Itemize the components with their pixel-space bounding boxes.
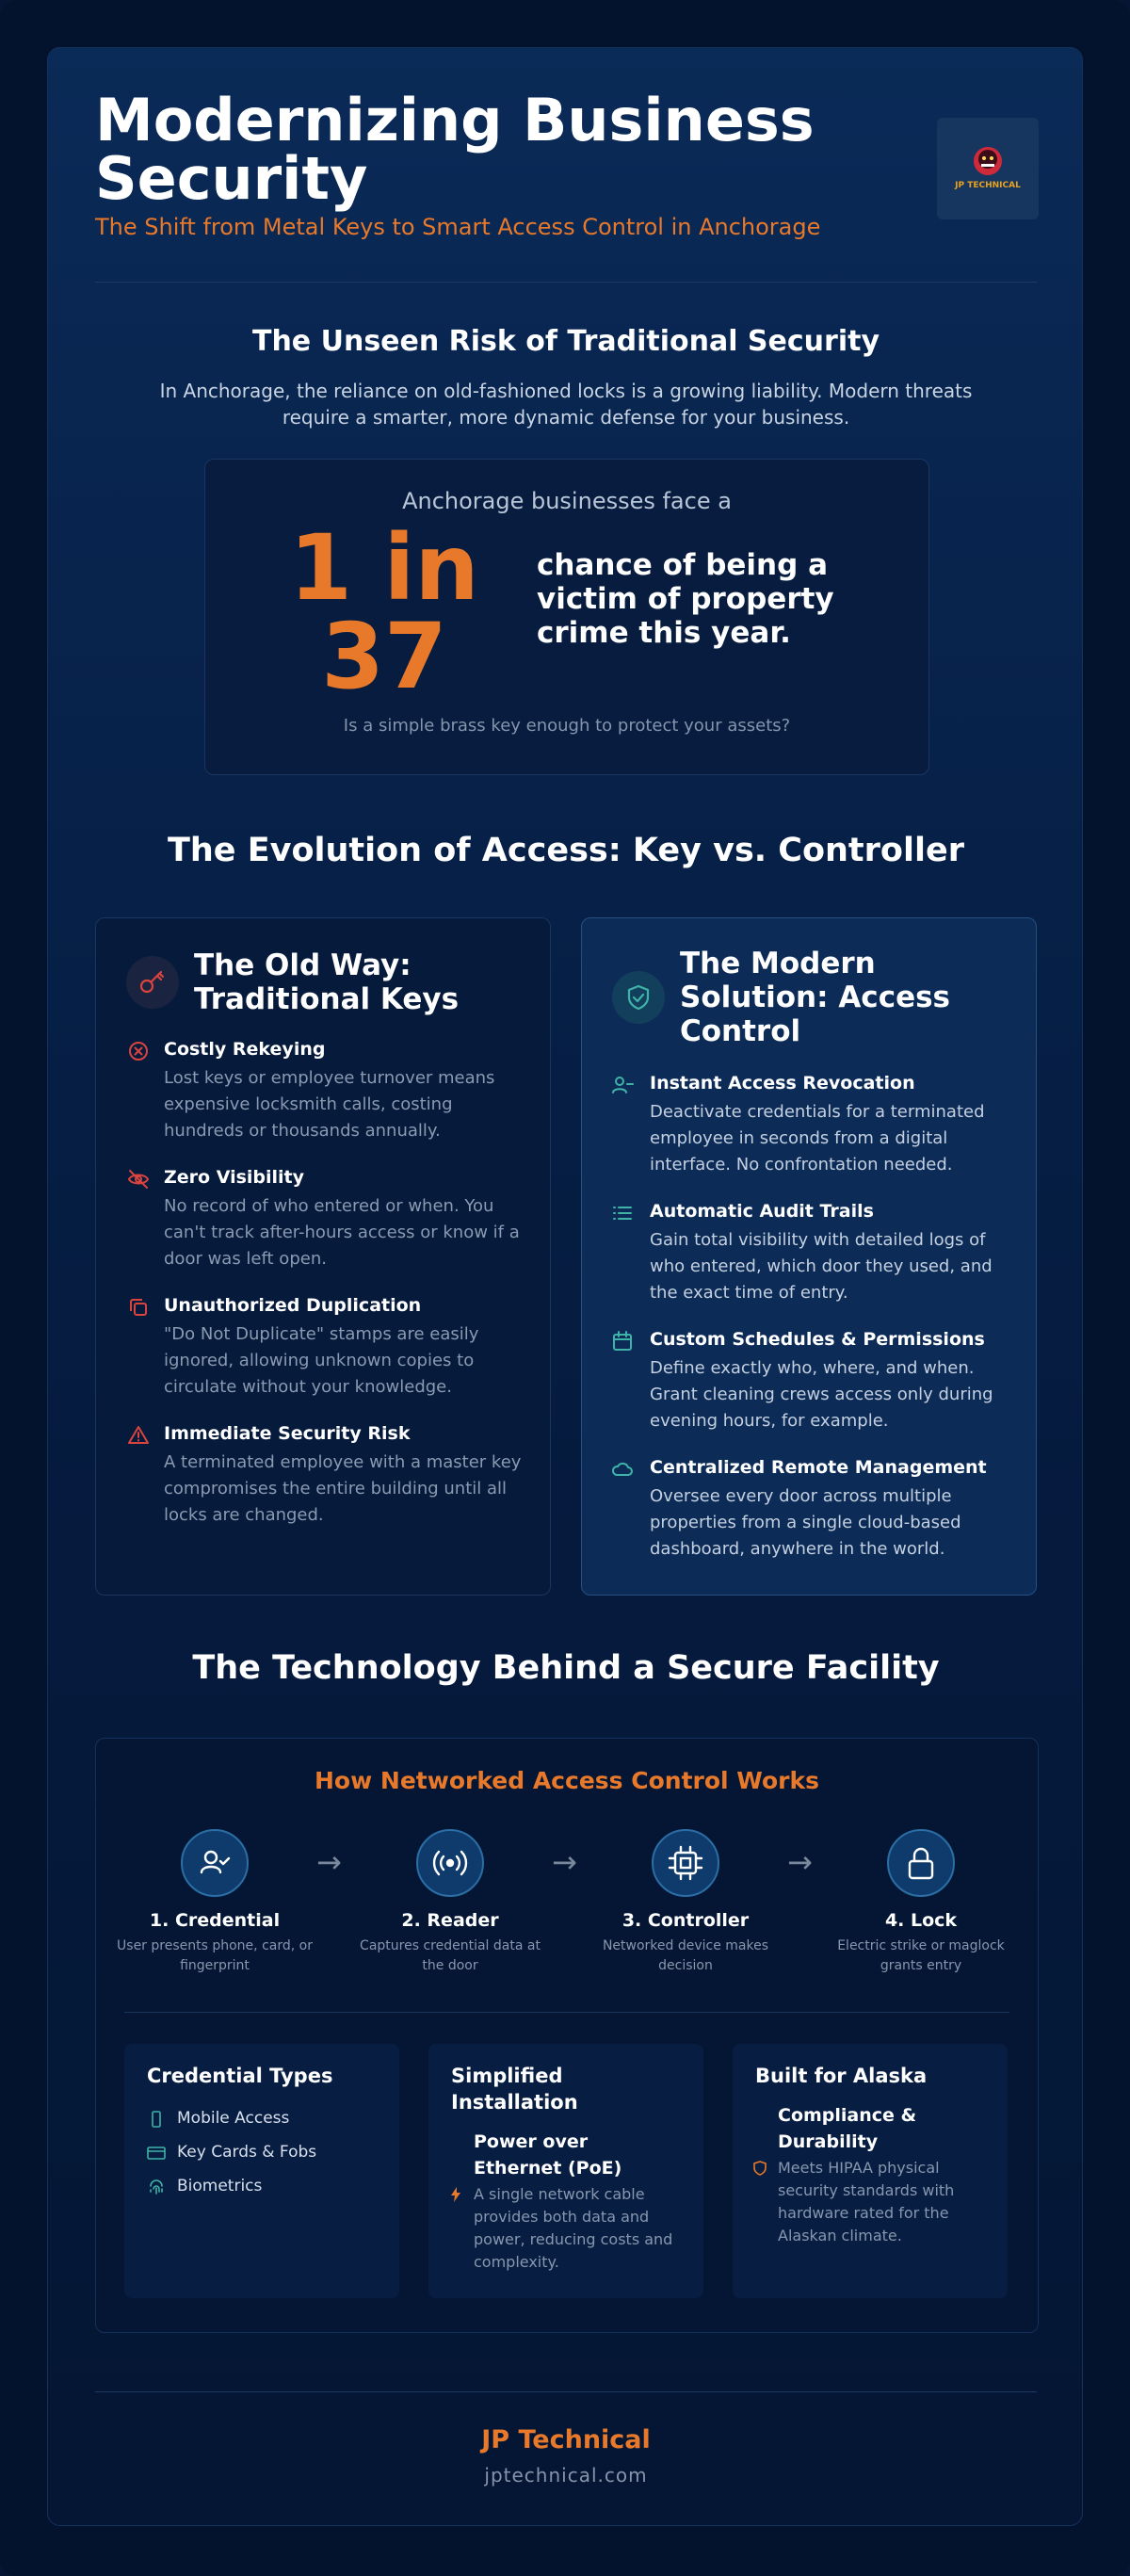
old-way-panel bbox=[95, 917, 551, 1596]
modern-solution-panel bbox=[581, 917, 1037, 1596]
footer-divider bbox=[95, 2391, 1037, 2392]
risk-intro: In Anchorage, the reliance on old-fashioned locks is a growing liability. Modern threats require a smarter, more dynamic defense for your business. bbox=[159, 380, 973, 429]
page-title: Modernizing Business Security bbox=[95, 86, 815, 213]
modern-item-desc: Oversee every door across multiple properties from a single cloud-based dashboard, anywhere in the world. bbox=[650, 1486, 961, 1559]
step-desc: Electric strike or maglock grants entry bbox=[837, 1938, 1005, 1973]
stat-number-line2: 37 bbox=[321, 604, 447, 709]
old-item-desc: A terminated employee with a master key compromises the entire building until all locks are changed. bbox=[164, 1452, 522, 1525]
credential-types-card bbox=[124, 2044, 399, 2298]
signal-icon bbox=[416, 1829, 484, 1897]
credential-types-title: Credential Types bbox=[147, 2065, 333, 2087]
footer-brand: JP Technical bbox=[481, 2425, 651, 2454]
cloud-icon bbox=[610, 1457, 635, 1482]
old-way-title: The Old Way: Traditional Keys bbox=[194, 948, 460, 1016]
modern-item-desc: Define exactly who, where, and when. Grant cleaning crews access only during evening hours, for example. bbox=[650, 1358, 993, 1431]
risk-section-title: The Unseen Risk of Traditional Security bbox=[251, 325, 880, 358]
step-title: 2. Reader bbox=[401, 1910, 499, 1931]
shield-check-icon bbox=[612, 971, 665, 1024]
how-it-works-title: How Networked Access Control Works bbox=[315, 1767, 819, 1794]
crime-stat-box bbox=[204, 459, 929, 775]
chip-icon bbox=[652, 1829, 719, 1897]
user-minus-icon bbox=[610, 1073, 635, 1097]
old-item-title: Zero Visibility bbox=[164, 1167, 305, 1188]
modern-item-title: Instant Access Revocation bbox=[650, 1073, 915, 1094]
credential-type-item bbox=[147, 2108, 382, 2132]
old-item-desc: "Do Not Duplicate" stamps are easily ignored, allowing unknown copies to circulate without your knowledge. bbox=[164, 1324, 479, 1397]
stat-text: chance of being a victim of property crime this year. bbox=[537, 548, 834, 650]
step-title: 1. Credential bbox=[149, 1910, 281, 1931]
alaska-title: Built for Alaska bbox=[755, 2065, 928, 2087]
evolution-section-title: The Evolution of Access: Key vs. Controller bbox=[168, 832, 964, 869]
modern-item-title: Custom Schedules & Permissions bbox=[650, 1329, 985, 1350]
step-title: 3. Controller bbox=[622, 1910, 750, 1931]
installation-card bbox=[428, 2044, 703, 2298]
old-item-title: Unauthorized Duplication bbox=[164, 1295, 422, 1316]
installation-title: Simplified Installation bbox=[451, 2065, 578, 2114]
step-title: 4. Lock bbox=[884, 1910, 958, 1931]
calendar-icon bbox=[610, 1329, 635, 1353]
list-icon bbox=[610, 1201, 635, 1225]
copy-icon bbox=[126, 1295, 151, 1320]
infographic-card bbox=[47, 47, 1083, 2526]
credential-type-label: Mobile Access bbox=[177, 2109, 290, 2128]
modern-item-title: Automatic Audit Trails bbox=[650, 1201, 874, 1222]
modern-item-desc: Deactivate credentials for a terminated employee in seconds from a digital interface. No confrontation needed. bbox=[650, 1102, 985, 1175]
credential-type-label: Biometrics bbox=[177, 2177, 263, 2195]
credential-type-label: Key Cards & Fobs bbox=[177, 2143, 317, 2162]
warning-icon bbox=[126, 1423, 151, 1448]
how-it-works-panel bbox=[95, 1738, 1039, 2333]
lock-icon bbox=[887, 1829, 955, 1897]
modern-item-title: Centralized Remote Management bbox=[650, 1457, 987, 1478]
modern-item-desc: Gain total visibility with detailed logs of who entered, which door they used, and the exact time of entry. bbox=[650, 1230, 993, 1303]
technology-section-title: The Technology Behind a Secure Facility bbox=[192, 1649, 940, 1687]
alaska-desc: Meets HIPAA physical security standards with hardware rated for the Alaskan climate. bbox=[778, 2159, 955, 2244]
credential-type-item bbox=[147, 2142, 382, 2166]
modern-solution-title: The Modern Solution: Access Control bbox=[680, 947, 950, 1048]
stat-lead: Anchorage businesses face a bbox=[402, 488, 732, 514]
installation-heading: Power over Ethernet (PoE) bbox=[474, 2131, 622, 2179]
credential-type-item bbox=[147, 2176, 382, 2200]
key-icon bbox=[126, 956, 179, 1009]
x-circle-icon bbox=[126, 1039, 151, 1063]
shield-icon bbox=[753, 2161, 767, 2176]
header-divider bbox=[95, 282, 1037, 283]
steps-divider bbox=[124, 2012, 1009, 2013]
old-item-desc: Lost keys or employee turnover means expensive locksmith calls, costing hundreds or thousands annually. bbox=[164, 1068, 495, 1141]
stat-number-line1: 1 in bbox=[289, 515, 479, 621]
svg-text:JP TECHNICAL: JP TECHNICAL bbox=[955, 181, 1021, 190]
bolt-icon bbox=[449, 2187, 462, 2202]
old-item-title: Costly Rekeying bbox=[164, 1039, 326, 1060]
phone-icon bbox=[147, 2110, 166, 2129]
arrow-right-icon: → bbox=[316, 1844, 342, 1880]
alaska-card bbox=[733, 2044, 1008, 2298]
page-subtitle: The Shift from Metal Keys to Smart Access Control in Anchorage bbox=[95, 214, 821, 240]
fingerprint-icon bbox=[147, 2178, 166, 2196]
installation-desc: A single network cable provides both data and power, reducing costs and complexity. bbox=[474, 2185, 673, 2271]
card-icon bbox=[147, 2144, 166, 2163]
arrow-right-icon: → bbox=[552, 1844, 577, 1880]
step-desc: Networked device makes decision bbox=[602, 1938, 769, 1973]
company-logo bbox=[937, 118, 1039, 219]
old-item-desc: No record of who entered or when. You can't track after-hours access or know if a door was left open. bbox=[164, 1196, 520, 1269]
user-check-icon bbox=[181, 1829, 249, 1897]
stat-question: Is a simple brass key enough to protect your assets? bbox=[343, 716, 791, 736]
step-desc: Captures credential data at the door bbox=[360, 1938, 541, 1973]
eye-off-icon bbox=[126, 1167, 151, 1191]
step-desc: User presents phone, card, or fingerprint bbox=[117, 1938, 313, 1973]
alaska-heading: Compliance & Durability bbox=[778, 2105, 917, 2152]
footer-url-link[interactable]: jptechnical.com bbox=[484, 2464, 648, 2487]
arrow-right-icon: → bbox=[787, 1844, 813, 1880]
stat-number bbox=[262, 515, 507, 709]
old-item-title: Immediate Security Risk bbox=[164, 1423, 411, 1444]
